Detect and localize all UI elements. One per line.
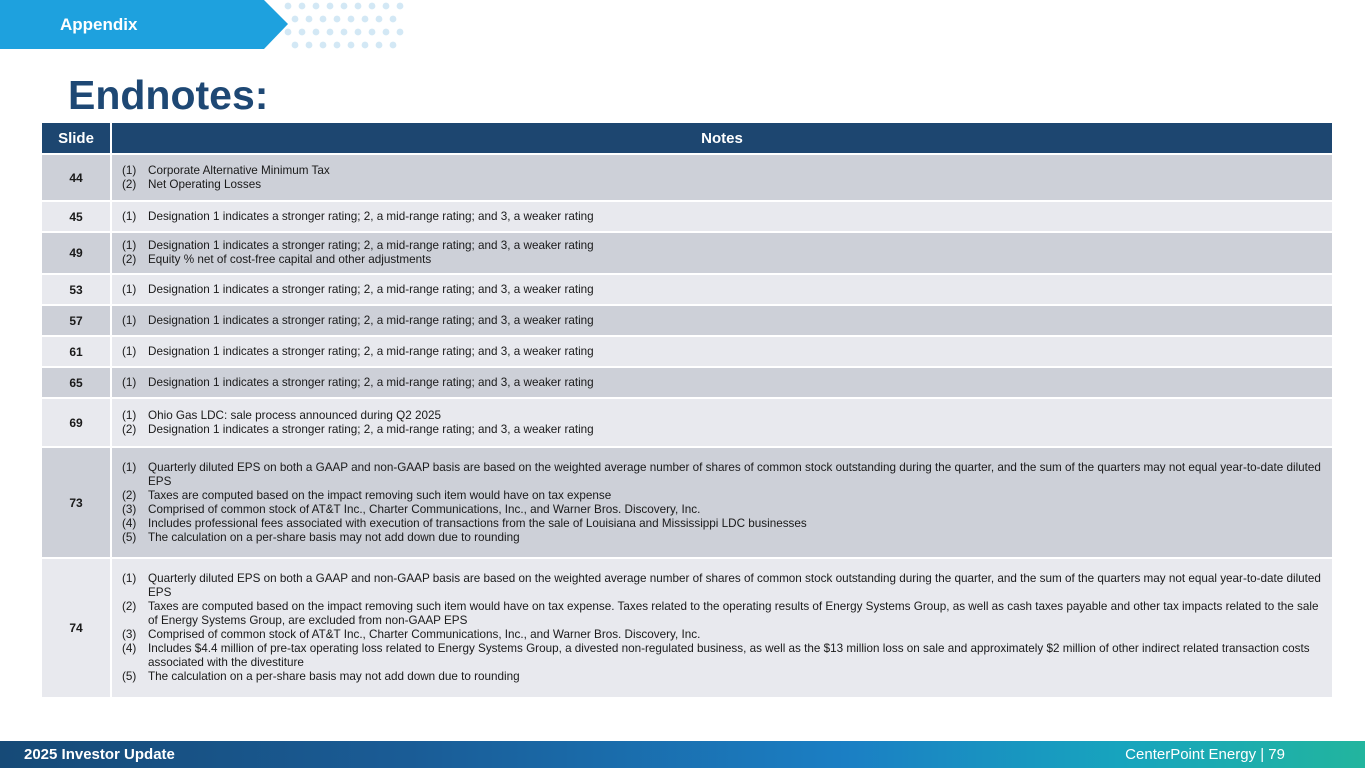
note-item [122,345,1324,359]
slide-number: 44 [42,153,112,200]
note-item [122,670,1324,684]
note-number: (5) [122,670,137,683]
note-item [122,423,1324,437]
decorative-dot [390,16,397,23]
endnotes-table [42,123,1332,697]
decorative-dot [383,3,390,10]
notes-list [122,345,1324,359]
slide-number: 61 [42,335,112,366]
decorative-dot [390,42,397,49]
notes-list [122,239,1324,267]
table-row [42,335,1332,366]
note-item [122,283,1324,297]
note-item [122,210,1324,224]
note-item [122,178,1324,192]
note-text: Designation 1 indicates a stronger rating; 2, a mid-range rating; and 3, a weaker rating [148,239,594,252]
table-header-row [42,123,1332,153]
note-text: Includes professional fees associated with execution of transactions from the sale of Louisiana and Mississippi LDC businesses [148,516,807,530]
decorative-dot [306,16,313,23]
footer-bar [0,741,1365,768]
note-item [122,253,1324,267]
decorative-dot [327,3,334,10]
table-row [42,446,1332,557]
decorative-dot [369,3,376,10]
decorative-dot [341,3,348,10]
decorative-dot [376,16,383,23]
note-text: Designation 1 indicates a stronger rating; 2, a mid-range rating; and 3, a weaker rating [148,422,594,436]
notes-list [122,314,1324,328]
note-number: (1) [122,209,137,223]
footer-page-number: CenterPoint Energy | 79 [1125,746,1285,763]
decorative-dot [320,16,327,23]
note-item [122,376,1324,390]
decorative-dot [285,3,292,10]
note-text: Quarterly diluted EPS on both a GAAP and non-GAAP basis are based on the weighted average number of shares of common stock outstanding during the quarter, and the sum of the quarters may not equal year-to-date diluted EPS [148,572,1321,599]
decorative-dot [313,3,320,10]
slide-number: 45 [42,200,112,231]
table-row [42,366,1332,397]
note-number: (4) [122,642,137,655]
note-item [122,409,1324,423]
note-item [122,461,1324,489]
section-tab-label: Appendix [60,15,138,34]
note-number: (1) [122,375,137,389]
note-number: (1) [122,239,137,252]
notes-list [122,409,1324,437]
section-tab-shape [0,0,300,49]
decorative-dot [355,29,362,36]
note-number: (2) [122,253,137,266]
decorative-dot [341,29,348,36]
note-text: Taxes are computed based on the impact removing such item would have on tax expense. Taxes related to the operating results of Energy Systems Group, as well as cash taxes payable and other tax impacts related to the sale of Energy Systems Group, are excluded from non-GAAP EPS [148,600,1319,627]
table-body [42,153,1332,697]
table-row [42,397,1332,446]
note-number: (1) [122,163,137,177]
decorative-dot [362,16,369,23]
decorative-dot [369,29,376,36]
notes-column-header: Notes [112,123,1332,153]
note-item [122,517,1324,531]
notes-cell [112,446,1332,557]
note-number: (2) [122,422,137,436]
decorative-dot [348,16,355,23]
decorative-dot [299,3,306,10]
notes-list [122,461,1324,545]
table-row [42,153,1332,200]
note-text: Comprised of common stock of AT&T Inc., Charter Communications, Inc., and Warner Bros. Discovery, Inc. [148,628,701,641]
slide-number: 57 [42,304,112,335]
note-item [122,503,1324,517]
note-number: (3) [122,628,137,641]
note-item [122,164,1324,178]
note-item [122,531,1324,545]
decorative-dot [334,16,341,23]
note-number: (1) [122,460,137,474]
note-text: The calculation on a per-share basis may not add down due to rounding [148,670,520,683]
notes-cell [112,153,1332,200]
slide-number: 73 [42,446,112,557]
note-number: (1) [122,572,137,585]
table-row [42,231,1332,273]
notes-cell [112,231,1332,273]
note-text: Comprised of common stock of AT&T Inc., Charter Communications, Inc., and Warner Bros. Discovery, Inc. [148,502,701,516]
note-text: Taxes are computed based on the impact removing such item would have on tax expense [148,488,612,502]
section-tab [0,0,300,49]
decorative-dot [362,42,369,49]
note-text: Designation 1 indicates a stronger rating; 2, a mid-range rating; and 3, a weaker rating [148,375,594,389]
note-text: Includes $4.4 million of pre-tax operating loss related to Energy Systems Group, a divested non-regulated business, as well as the $13 million loss on sale and approximately $2 million of other indirect related transaction costs associated with the divestiture [148,642,1310,669]
note-text: Designation 1 indicates a stronger rating; 2, a mid-range rating; and 3, a weaker rating [148,282,594,296]
decorative-dot-pattern [270,0,410,52]
notes-list [122,376,1324,390]
page-title: Endnotes: [68,72,269,118]
decorative-dot [285,29,292,36]
note-item [122,600,1324,628]
slide-column-header: Slide [42,123,112,153]
note-text: Equity % net of cost-free capital and other adjustments [148,253,432,266]
slide-number: 49 [42,231,112,273]
note-number: (5) [122,530,137,544]
footer-title: 2025 Investor Update [24,746,175,763]
slide-number: 53 [42,273,112,304]
table-row [42,273,1332,304]
note-item [122,642,1324,670]
notes-list [122,283,1324,297]
notes-cell [112,304,1332,335]
notes-cell [112,557,1332,697]
notes-cell [112,366,1332,397]
note-number: (4) [122,516,137,530]
decorative-dot [397,3,404,10]
note-item [122,489,1324,503]
notes-cell [112,273,1332,304]
note-number: (1) [122,313,137,327]
decorative-dot [327,29,334,36]
note-item [122,572,1324,600]
notes-list [122,572,1324,684]
decorative-dot [334,42,341,49]
table-row [42,304,1332,335]
slide-number: 74 [42,557,112,697]
decorative-dot [355,3,362,10]
note-text: Corporate Alternative Minimum Tax [148,163,330,177]
decorative-dot [376,42,383,49]
decorative-dot [320,42,327,49]
note-number: (1) [122,344,137,358]
decorative-dot [313,29,320,36]
decorative-dot [383,29,390,36]
slide-number: 65 [42,366,112,397]
table-row [42,200,1332,231]
note-item [122,314,1324,328]
note-text: Quarterly diluted EPS on both a GAAP and non-GAAP basis are based on the weighted average number of shares of common stock outstanding during the quarter, and the sum of the quarters may not equal year-to-date diluted EPS [148,460,1321,488]
note-text: Net Operating Losses [148,177,262,191]
notes-cell [112,335,1332,366]
note-text: Ohio Gas LDC: sale process announced during Q2 2025 [148,408,442,422]
decorative-dot [292,42,299,49]
decorative-dot [299,29,306,36]
notes-list [122,164,1324,192]
decorative-dot [292,16,299,23]
note-number: (2) [122,488,137,502]
decorative-dot [306,42,313,49]
note-text: The calculation on a per-share basis may not add down due to rounding [148,530,520,544]
slide-number: 69 [42,397,112,446]
note-item [122,628,1324,642]
note-number: (2) [122,600,137,613]
decorative-dot [348,42,355,49]
note-text: Designation 1 indicates a stronger rating; 2, a mid-range rating; and 3, a weaker rating [148,313,594,327]
notes-cell [112,397,1332,446]
decorative-dot [397,29,404,36]
note-text: Designation 1 indicates a stronger rating; 2, a mid-range rating; and 3, a weaker rating [148,344,594,358]
table-row [42,557,1332,697]
note-item [122,239,1324,253]
note-number: (3) [122,502,137,516]
notes-list [122,210,1324,224]
note-number: (1) [122,282,137,296]
note-number: (1) [122,408,137,422]
note-text: Designation 1 indicates a stronger rating; 2, a mid-range rating; and 3, a weaker rating [148,209,594,223]
note-number: (2) [122,177,137,191]
notes-cell [112,200,1332,231]
